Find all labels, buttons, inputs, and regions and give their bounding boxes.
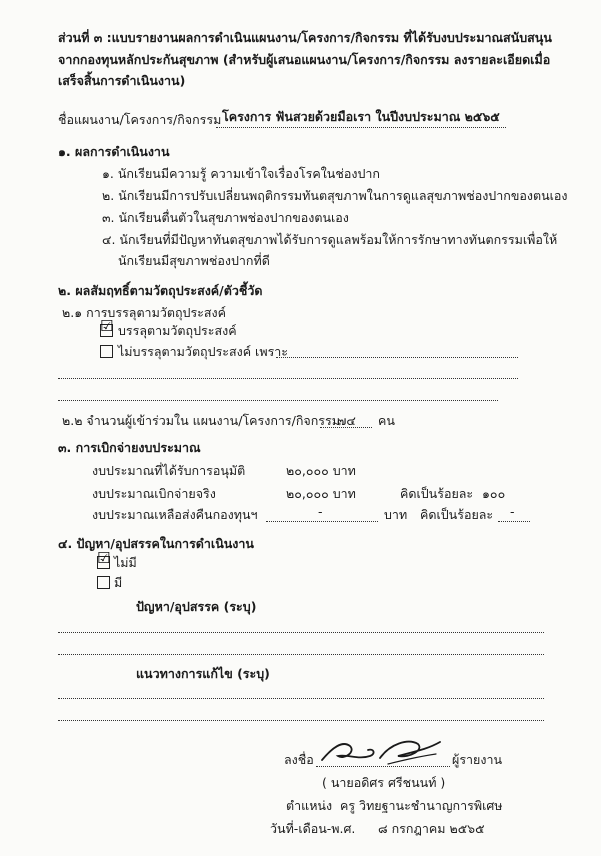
participants-unit: คน — [378, 413, 395, 428]
position-value: ครู วิทยฐานะชำนาญการพิเศษ — [340, 798, 503, 813]
spent-pct-label: คิดเป็นร้อยละ — [400, 486, 474, 501]
participants-count: ๗๔ — [337, 413, 356, 428]
has-problem-checkbox[interactable] — [97, 576, 110, 589]
reason-line-3 — [58, 400, 498, 401]
achieved-checkbox[interactable] — [100, 317, 114, 337]
remain-unit: บาท — [384, 507, 408, 522]
not-achieved-reason-line — [276, 357, 518, 358]
problem-line-2 — [58, 654, 544, 655]
header-line-1: ส่วนที่ ๓ :แบบรายงานผลการดำเนินแผนงาน/โครงการ/กิจกรรม ที่ได้รับงบประมาณสนับสนุน — [58, 30, 552, 45]
project-name-line — [216, 127, 506, 128]
achieved-label: บรรลุตามวัตถุประสงค์ — [118, 323, 237, 338]
approved-label: งบประมาณที่ได้รับการอนุมัติ — [92, 463, 246, 478]
header-line-3: เสร็จสิ้นการดำเนินงาน) — [58, 73, 186, 88]
section3-title: ๓. การเบิกจ่ายงบประมาณ — [58, 440, 201, 455]
remain-pct-label: คิดเป็นร้อยละ — [420, 507, 494, 522]
solution-label: แนวทางการแก้ไข (ระบุ) — [136, 666, 270, 681]
solution-line-2 — [58, 720, 544, 721]
reason-line-2 — [58, 378, 518, 379]
approved-value: ๒๐,๐๐๐ บาท — [286, 463, 356, 478]
spent-value: ๒๐,๐๐๐ บาท — [286, 486, 356, 501]
spent-pct: ๑๐๐ — [482, 486, 506, 501]
date-value: ๘ กรกฎาคม ๒๕๖๕ — [378, 821, 485, 836]
header-line-2: จากกองทุนหลักประกันสุขภาพ (สำหรับผู้เสนอแผนงาน/โครงการ/กิจกรรม ลงรายละเอียดเมื่อ — [58, 52, 551, 67]
reporter-name: ( นายอดิศร ศรีชนนท์ ) — [322, 775, 446, 790]
project-label: ชื่อแผนงาน/โครงการ/กิจกรรม — [58, 112, 222, 127]
date-label: วันที่-เดือน-พ.ศ. — [270, 821, 356, 836]
section1-item-4: ๔. นักเรียนที่มีปัญหาทันตสุขภาพได้รับการดูแลพร้อมให้การรักษาทางทันตกรรมเพื่อให้ — [102, 232, 558, 247]
not-achieved-label: ไม่บรรลุตามวัตถุประสงค์ เพราะ — [118, 344, 289, 359]
no-problem-checkbox[interactable] — [97, 549, 111, 569]
section2-sub1: ๒.๑ การบรรลุตามวัตถุประสงค์ — [62, 305, 226, 320]
check-mark-icon: ☑ — [97, 549, 111, 567]
section4-title: ๔. ปัญหา/อุปสรรคในการดำเนินงาน — [58, 536, 254, 551]
section1-item-1: ๑. นักเรียนมีความรู้ ความเข้าใจเรื่องโรคในช่องปาก — [102, 166, 380, 181]
reporter-label: ผู้รายงาน — [452, 752, 503, 767]
problem-label: ปัญหา/อุปสรรค (ระบุ) — [136, 599, 257, 614]
has-problem-label: มี — [114, 575, 123, 590]
remain-value-line — [266, 521, 378, 522]
not-achieved-checkbox[interactable] — [100, 345, 113, 358]
remain-value: - — [318, 504, 323, 519]
section2-title: ๒. ผลสัมฤทธิ์ตามวัตถุประสงค์/ตัวชี้วัด — [58, 283, 263, 298]
spent-label: งบประมาณเบิกจ่ายจริง — [92, 486, 216, 501]
section2-sub2: ๒.๒ จำนวนผู้เข้าร่วมใน แผนงาน/โครงการ/กิจกรรม — [62, 413, 340, 428]
check-mark-icon: ☑ — [100, 317, 114, 335]
remain-pct-line — [498, 521, 530, 522]
no-problem-label: ไม่มี — [114, 555, 137, 570]
remain-label: งบประมาณเหลือส่งคืนกองทุนฯ — [92, 507, 258, 522]
section1-title: ๑. ผลการดำเนินงาน — [58, 144, 170, 159]
section1-item-3: ๓. นักเรียนตื่นตัวในสุขภาพช่องปากของตนเอง — [102, 210, 349, 225]
handwritten-signature — [318, 730, 448, 772]
position-label: ตำแหน่ง — [286, 798, 333, 813]
solution-line-1 — [58, 698, 544, 699]
project-name: โครงการ ฟันสวยด้วยมือเรา ในปีงบประมาณ ๒๕๖๕ — [222, 109, 500, 124]
section1-item-4-cont: นักเรียนมีสุขภาพช่องปากที่ดี — [118, 253, 270, 268]
remain-pct: - — [510, 504, 515, 519]
sign-label: ลงชื่อ — [284, 752, 314, 767]
section1-item-2: ๒. นักเรียนมีการปรับเปลี่ยนพฤติกรรมทันตสุขภาพในการดูแลสุขภาพช่องปากของตนเอง — [102, 188, 568, 203]
problem-line-1 — [58, 632, 544, 633]
